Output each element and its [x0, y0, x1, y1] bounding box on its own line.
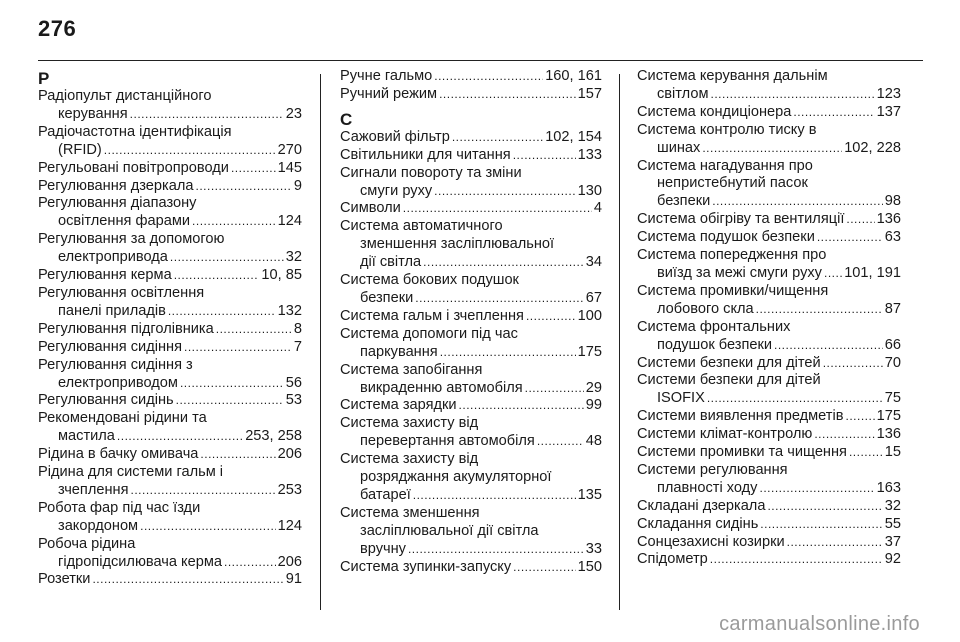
- dot-leader: [174, 267, 260, 285]
- index-entry: [637, 158, 901, 212]
- entry-text: Система контролю тиску в: [637, 121, 817, 138]
- page-reference: 102, 154: [545, 128, 602, 145]
- page-reference: 100: [577, 307, 602, 324]
- entry-text: Робота фар під час їзди: [38, 499, 201, 516]
- dot-leader: [459, 397, 584, 415]
- dot-leader: [439, 86, 576, 104]
- entry-text: виїзд за межі смуги руху: [657, 264, 822, 281]
- index-entry: [38, 536, 302, 572]
- page-reference: 253: [277, 481, 302, 498]
- entry-text: Сажовий фільтр: [340, 128, 450, 145]
- dot-leader: [525, 380, 584, 398]
- index-entry: [340, 308, 602, 326]
- dot-leader: [92, 571, 283, 589]
- index-entry: [340, 272, 602, 308]
- index-entry: [340, 129, 602, 147]
- entry-text: батареї: [360, 486, 411, 503]
- entry-text: гідропідсилювача керма: [58, 553, 222, 570]
- index-entry: [637, 426, 901, 444]
- entry-text: Ручне гальмо: [340, 68, 433, 84]
- index-column-2: [340, 68, 602, 576]
- entry-text: зчеплення: [58, 481, 129, 498]
- entry-text: Система допомоги під час: [340, 325, 518, 342]
- entry-text: безпеки: [360, 289, 414, 306]
- dot-leader: [403, 200, 592, 218]
- entry-text: світлом: [657, 85, 709, 102]
- index-column-3: [637, 68, 901, 569]
- dot-leader: [845, 408, 874, 426]
- entry-text: Система попередження про: [637, 247, 827, 264]
- entry-text: електроприводом: [58, 374, 178, 391]
- dot-leader: [117, 428, 243, 446]
- entry-text: Система гальм і зчеплення: [340, 307, 524, 324]
- entry-text: закордоном: [58, 517, 139, 534]
- entry-text: Регулювання дзеркала: [38, 177, 194, 194]
- page-reference: 32: [285, 249, 302, 266]
- dot-leader: [140, 518, 276, 536]
- page-reference: 133: [577, 146, 602, 163]
- index-entry: [38, 500, 302, 536]
- entry-text: Система подушок безпеки: [637, 229, 815, 246]
- entry-text: Системи безпеки для дітей: [637, 354, 821, 371]
- dot-leader: [231, 160, 276, 178]
- dot-leader: [180, 375, 284, 393]
- dot-leader: [104, 142, 276, 160]
- entry-text: непристебнутий пасок: [657, 175, 808, 192]
- dot-leader: [423, 254, 584, 272]
- entry-text: Регулювання діапазону: [38, 195, 197, 212]
- page-reference: 87: [884, 300, 901, 317]
- entry-text: Сигнали повороту та зміни: [340, 164, 522, 181]
- page-reference: 98: [884, 193, 901, 210]
- entry-text: Система обігріву та вентиляції: [637, 211, 845, 228]
- dot-leader: [823, 355, 883, 373]
- index-entry: [637, 372, 901, 408]
- entry-text: Радіочастотна ідентифікація: [38, 123, 232, 140]
- section-letter: Р: [38, 69, 50, 88]
- dot-leader: [760, 516, 882, 534]
- page-reference: 91: [285, 571, 302, 588]
- entry-text: Регулювання освітлення: [38, 284, 205, 301]
- page-reference: 32: [884, 497, 901, 514]
- page-reference: 270: [277, 141, 302, 158]
- entry-text: Системи регулювання: [637, 461, 788, 478]
- index-entry: [38, 285, 302, 321]
- index-entry: [637, 534, 901, 552]
- column-divider-2: [619, 74, 620, 610]
- page-reference: 124: [277, 517, 302, 534]
- page-reference: 10, 85: [261, 267, 302, 284]
- entry-text: Робоча рідина: [38, 535, 136, 552]
- index-entry: [340, 362, 602, 398]
- index-entry: [340, 505, 602, 559]
- page-reference: 157: [577, 85, 602, 102]
- index-entry: [38, 267, 302, 285]
- dot-leader: [793, 104, 874, 122]
- entry-text: Регулювання сидінь: [38, 392, 174, 409]
- page-reference: 34: [585, 254, 602, 271]
- page-reference: 175: [577, 343, 602, 360]
- dot-leader: [168, 303, 276, 321]
- page-reference: 206: [277, 446, 302, 463]
- page-reference: 33: [585, 540, 602, 557]
- entry-text: освітлення фарами: [58, 213, 191, 230]
- entry-text: Система керування дальнім: [637, 68, 828, 84]
- entry-text: засліплювальної дії світла: [360, 522, 539, 539]
- entry-text: Система фронтальних: [637, 318, 791, 335]
- page-reference: 55: [884, 515, 901, 532]
- entry-text: (RFID): [58, 141, 102, 158]
- entry-text: плавності ходу: [657, 479, 758, 496]
- dot-leader: [707, 390, 883, 408]
- dot-leader: [787, 534, 883, 552]
- entry-text: безпеки: [657, 193, 711, 210]
- page-reference: 123: [876, 85, 901, 102]
- dot-leader: [224, 554, 276, 572]
- page-reference: 66: [884, 336, 901, 353]
- page-reference: 67: [585, 289, 602, 306]
- index-entry: [38, 124, 302, 160]
- dot-leader: [756, 301, 883, 319]
- page-reference: 206: [277, 553, 302, 570]
- index-entry: [637, 68, 901, 104]
- entry-text: Рекомендовані рідини та: [38, 410, 207, 427]
- dot-leader: [774, 337, 883, 355]
- entry-text: подушок безпеки: [657, 336, 773, 353]
- header-rule: [38, 60, 923, 61]
- index-entry: [340, 415, 602, 451]
- entry-text: Система автоматичного: [340, 218, 503, 235]
- index-entry: [637, 498, 901, 516]
- index-entry: [340, 165, 602, 201]
- entry-text: розряджання акумуляторної: [360, 469, 552, 486]
- watermark: carmanualsonline.info: [719, 613, 920, 635]
- entry-text: Символи: [340, 200, 401, 217]
- index-entry: [340, 559, 602, 577]
- index-column-1: [38, 68, 302, 589]
- page-reference: 9: [293, 177, 302, 194]
- index-entry: [637, 319, 901, 355]
- page-reference: 132: [277, 302, 302, 319]
- entry-text: Системи клімат-контролю: [637, 426, 813, 443]
- entry-text: лобового скла: [657, 300, 754, 317]
- index-entry: [38, 195, 302, 231]
- dot-leader: [200, 446, 275, 464]
- index-entry: [38, 464, 302, 500]
- page-reference: 23: [285, 105, 302, 122]
- entry-text: Ручний режим: [340, 85, 438, 102]
- entry-text: Складання сидінь: [637, 515, 759, 532]
- entry-text: Світильники для читання: [340, 146, 511, 163]
- index-entry: [340, 451, 602, 505]
- dot-leader: [526, 308, 576, 326]
- dot-leader: [712, 193, 883, 211]
- entry-text: паркування: [360, 343, 438, 360]
- entry-text: Система бокових подушок: [340, 272, 519, 289]
- page-reference: 37: [884, 533, 901, 550]
- dot-leader: [216, 321, 292, 339]
- dot-leader: [702, 140, 842, 158]
- page-reference: 130: [577, 182, 602, 199]
- dot-leader: [170, 249, 284, 267]
- entry-text: Система зупинки-запуску: [340, 558, 512, 575]
- dot-leader: [192, 213, 276, 231]
- page-reference: 102, 228: [844, 139, 901, 156]
- entry-text: зменшення засліплювальної: [360, 236, 555, 253]
- index-entry: [637, 122, 901, 158]
- index-entry: [38, 446, 302, 464]
- dot-leader: [759, 480, 874, 498]
- page-reference: 15: [884, 444, 901, 461]
- index-entry: [637, 444, 901, 462]
- entry-text: Радіопульт дистанційного: [38, 88, 212, 104]
- dot-leader: [413, 487, 576, 505]
- page-reference: 160, 161: [545, 68, 602, 84]
- entry-text: перевертання автомобіля: [360, 433, 535, 450]
- index-entry: [637, 551, 901, 569]
- entry-text: Система захисту від: [340, 415, 479, 432]
- index-entry: [637, 408, 901, 426]
- index-entry: [38, 160, 302, 178]
- entry-text: Регулювання підголівника: [38, 320, 214, 337]
- index-entry: [340, 86, 602, 104]
- dot-leader: [849, 444, 883, 462]
- dot-leader: [710, 86, 874, 104]
- index-entry: [340, 397, 602, 415]
- column-divider-1: [320, 74, 321, 610]
- index-entry: [637, 516, 901, 534]
- entry-text: Система кондиціонера: [637, 103, 792, 120]
- page-reference: 99: [585, 397, 602, 414]
- index-entry: [340, 147, 602, 165]
- page-reference: 29: [585, 379, 602, 396]
- page-reference: 70: [884, 354, 901, 371]
- index-entry: [340, 326, 602, 362]
- index-entry: [38, 88, 302, 124]
- entry-text: Регулювання сидіння: [38, 338, 182, 355]
- dot-leader: [440, 344, 576, 362]
- entry-text: шинах: [657, 139, 701, 156]
- entry-text: Регульовані повітропроводи: [38, 159, 229, 176]
- entry-text: Розетки: [38, 571, 91, 588]
- page-reference: 48: [585, 433, 602, 450]
- index-entry: [340, 200, 602, 218]
- dot-leader: [710, 551, 883, 569]
- page-reference: 150: [577, 558, 602, 575]
- index-entry: [637, 104, 901, 122]
- dot-leader: [452, 129, 543, 147]
- page-reference: 75: [884, 390, 901, 407]
- index-entry: [637, 283, 901, 319]
- entry-text: Регулювання за допомогою: [38, 231, 225, 248]
- entry-text: вручну: [360, 540, 406, 557]
- page-reference: 101, 191: [844, 264, 901, 281]
- section-letter: С: [340, 109, 353, 129]
- page-reference: 7: [293, 338, 302, 355]
- dot-leader: [434, 183, 575, 201]
- entry-text: Система захисту від: [340, 451, 479, 468]
- entry-text: мастила: [58, 428, 115, 445]
- dot-leader: [184, 339, 292, 357]
- page-reference: 4: [593, 200, 602, 217]
- page-reference: 136: [876, 211, 901, 228]
- entry-text: керування: [58, 105, 128, 122]
- dot-leader: [767, 498, 882, 516]
- entry-text: електропривода: [58, 249, 168, 266]
- index-entry: [38, 178, 302, 196]
- entry-text: Спідометр: [637, 551, 708, 568]
- index-entry: [637, 355, 901, 373]
- page-reference: 8: [293, 320, 302, 337]
- dot-leader: [130, 482, 275, 500]
- entry-text: Система зарядки: [340, 397, 457, 414]
- dot-leader: [846, 211, 874, 229]
- index-entry: [38, 392, 302, 410]
- dot-leader: [814, 426, 874, 444]
- dot-leader: [537, 433, 584, 451]
- index-entry: [637, 247, 901, 283]
- entry-text: панелі приладів: [58, 302, 166, 319]
- index-entry: [637, 229, 901, 247]
- page-reference: 136: [876, 426, 901, 443]
- index-entry: [38, 321, 302, 339]
- index-entry: [637, 462, 901, 498]
- entry-text: Регулювання сидіння з: [38, 356, 193, 373]
- dot-leader: [415, 290, 584, 308]
- page-number: 276: [38, 16, 77, 41]
- page-reference: 63: [884, 229, 901, 246]
- page-reference: 124: [277, 213, 302, 230]
- entry-text: Системи виявлення предметів: [637, 408, 844, 425]
- entry-text: Регулювання керма: [38, 267, 172, 284]
- entry-text: Сонцезахисні козирки: [637, 533, 785, 550]
- page-reference: 163: [876, 479, 901, 496]
- entry-text: Система зменшення: [340, 504, 480, 521]
- index-entry: [340, 218, 602, 272]
- dot-leader: [513, 559, 575, 577]
- page-reference: 145: [277, 159, 302, 176]
- entry-text: Складані дзеркала: [637, 497, 766, 514]
- index-entry: [637, 211, 901, 229]
- index-entry: [38, 231, 302, 267]
- index-entry: [340, 68, 602, 86]
- index-entry: [38, 339, 302, 357]
- entry-text: смуги руху: [360, 182, 433, 199]
- entry-text: ISOFIX: [657, 390, 705, 407]
- page-reference: 92: [884, 551, 901, 568]
- page-reference: 53: [285, 392, 302, 409]
- entry-text: Система нагадування про: [637, 157, 813, 174]
- dot-leader: [176, 392, 284, 410]
- index-entry: [38, 571, 302, 589]
- dot-leader: [817, 229, 883, 247]
- dot-leader: [434, 68, 543, 86]
- index-entry: [38, 357, 302, 393]
- dot-leader: [824, 265, 842, 283]
- dot-leader: [408, 541, 584, 559]
- page-reference: 137: [876, 103, 901, 120]
- entry-text: Системи промивки та чищення: [637, 444, 847, 461]
- dot-leader: [195, 178, 291, 196]
- entry-text: Рідина для системи гальм і: [38, 464, 224, 481]
- entry-text: Системи безпеки для дітей: [637, 372, 821, 389]
- page-reference: 56: [285, 374, 302, 391]
- entry-text: викраденню автомобіля: [360, 379, 523, 396]
- index-entry: [38, 410, 302, 446]
- page-reference: 253, 258: [245, 428, 302, 445]
- page-reference: 175: [876, 408, 901, 425]
- page-reference: 135: [577, 486, 602, 503]
- entry-text: Рідина в бачку омивача: [38, 446, 199, 463]
- entry-text: дії світла: [360, 254, 422, 271]
- dot-leader: [130, 106, 284, 124]
- entry-text: Система запобігання: [340, 361, 483, 378]
- entry-text: Система промивки/чищення: [637, 282, 829, 299]
- dot-leader: [513, 147, 576, 165]
